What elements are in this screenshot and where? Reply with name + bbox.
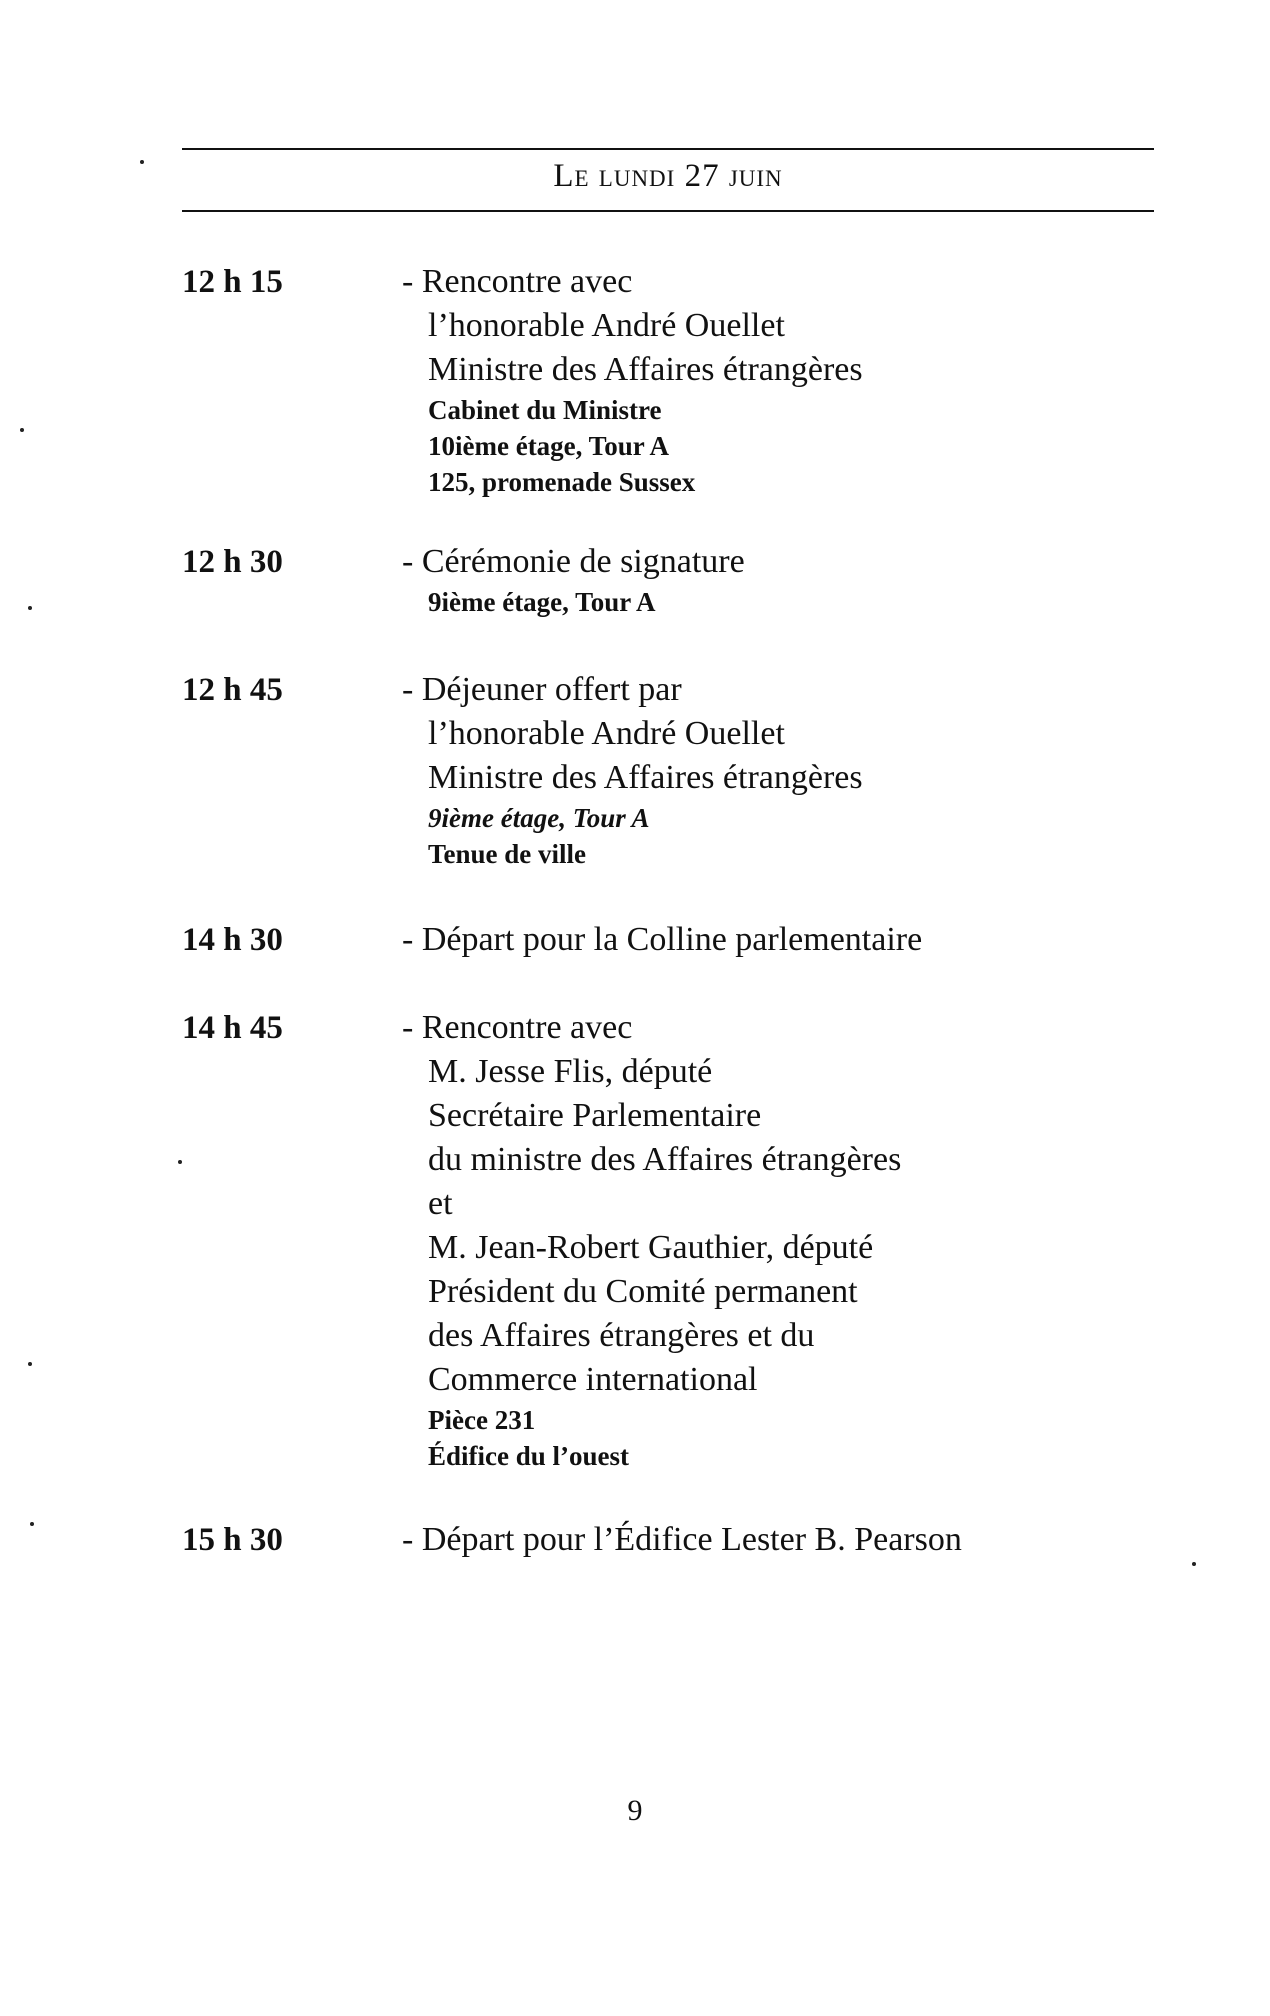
entry-location-note: 9ième étage, Tour A: [428, 803, 650, 833]
entry-title-line: M. Jean-Robert Gauthier, député: [428, 1229, 874, 1266]
scan-speck: [178, 1160, 182, 1164]
entry-location-note: Pièce 231: [428, 1405, 536, 1435]
entry-title-line: du ministre des Affaires étrangères: [428, 1141, 902, 1178]
scan-speck: [28, 606, 32, 610]
entry-body: [402, 1006, 1162, 1474]
entry-title-line: - Déjeuner offert par: [402, 671, 682, 708]
entry-title-line: Ministre des Affaires étrangères: [428, 351, 863, 388]
entry-time: 15 h 30: [182, 1522, 283, 1558]
entry-location-note: 10ième étage, Tour A: [428, 431, 669, 461]
entry-title-line: - Rencontre avec: [402, 1009, 633, 1046]
entry-time: 12 h 15: [182, 264, 283, 300]
scan-speck: [1192, 1562, 1196, 1566]
entry-body: [402, 1518, 1162, 1562]
entry-location-note: Cabinet du Ministre: [428, 395, 662, 425]
entry-title-line: l’honorable André Ouellet: [428, 715, 785, 752]
entry-title-line: - Cérémonie de signature: [402, 543, 745, 580]
page-heading: Le lundi 27 juin: [553, 158, 783, 194]
header-rule-bottom: [182, 210, 1154, 212]
entry-title-line: et: [428, 1185, 453, 1222]
scan-speck: [140, 160, 144, 164]
entry-body: [402, 668, 1162, 872]
entry-title-line: - Rencontre avec: [402, 263, 633, 300]
entry-location-note: Édifice du l’ouest: [428, 1441, 630, 1471]
entry-title-line: - Départ pour la Colline parlementaire: [402, 921, 923, 958]
entry-title-line: Commerce international: [428, 1361, 758, 1398]
entry-body: [402, 918, 1162, 962]
entry-title-line: M. Jesse Flis, député: [428, 1053, 713, 1090]
scan-speck: [28, 1362, 32, 1366]
page-number: 9: [627, 1794, 643, 1827]
entry-time: 14 h 30: [182, 922, 283, 958]
entry-title-line: - Départ pour l’Édifice Lester B. Pearson: [402, 1521, 962, 1558]
entry-location-note: 9ième étage, Tour A: [428, 587, 656, 617]
entry-dress-note: Tenue de ville: [428, 839, 587, 869]
entry-time: 14 h 45: [182, 1010, 283, 1046]
entry-title-line: Ministre des Affaires étrangères: [428, 759, 863, 796]
entry-title-line: l’honorable André Ouellet: [428, 307, 785, 344]
entry-time: 12 h 30: [182, 544, 283, 580]
scan-speck: [30, 1522, 34, 1526]
scan-speck: [20, 428, 24, 432]
entry-title-line: des Affaires étrangères et du: [428, 1317, 815, 1354]
entry-location-note: 125, promenade Sussex: [428, 467, 696, 497]
entry-title-line: Secrétaire Parlementaire: [428, 1097, 762, 1134]
header-rule-top: [182, 148, 1154, 150]
entry-body: [402, 260, 1162, 500]
entry-body: [402, 540, 1162, 620]
entry-time: 12 h 45: [182, 672, 283, 708]
entry-title-line: Président du Comité permanent: [428, 1273, 858, 1310]
